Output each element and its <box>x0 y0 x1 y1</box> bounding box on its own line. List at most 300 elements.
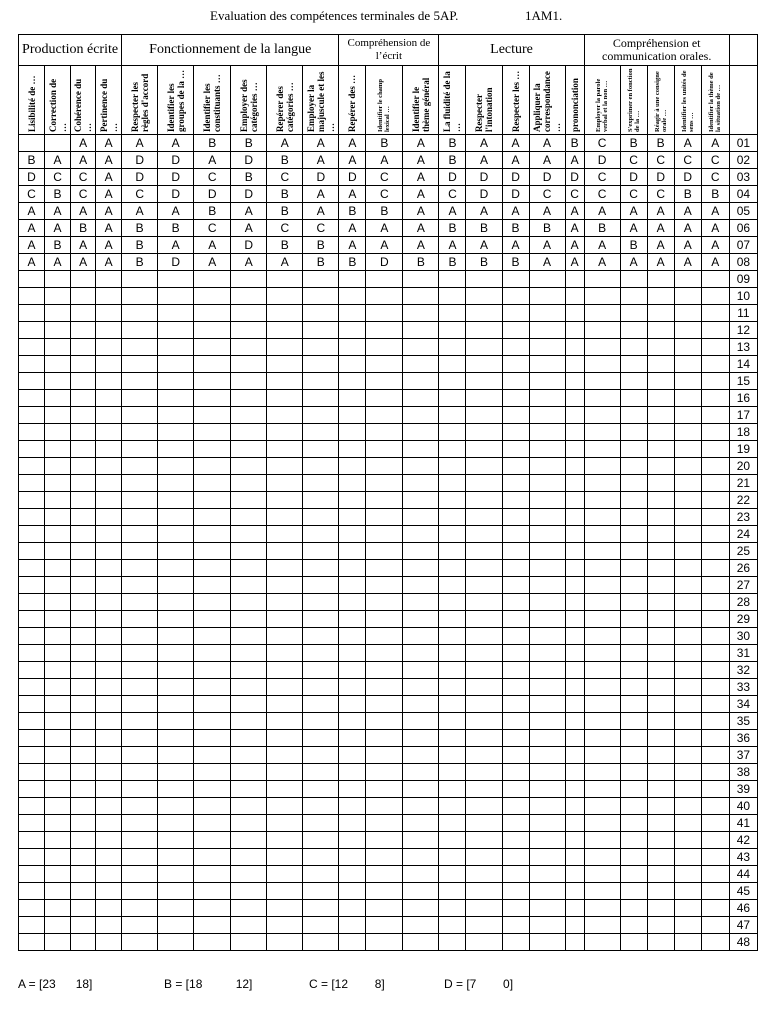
grade-cell <box>403 645 439 662</box>
grade-cell <box>158 798 194 815</box>
grade-cell <box>439 407 466 424</box>
grade-cell <box>96 696 122 713</box>
grade-cell <box>403 373 439 390</box>
grade-cell <box>45 781 71 798</box>
grade-cell <box>71 305 96 322</box>
grade-cell: B <box>303 237 339 254</box>
grade-cell <box>231 866 267 883</box>
grade-cell <box>466 475 502 492</box>
grade-cell <box>19 390 45 407</box>
grade-cell <box>620 288 647 305</box>
grade-cell: B <box>45 237 71 254</box>
grade-cell <box>366 645 403 662</box>
grade-cell <box>158 492 194 509</box>
grade-cell: A <box>122 203 158 220</box>
grade-cell <box>303 883 339 900</box>
grade-cell <box>502 781 529 798</box>
grade-cell <box>96 747 122 764</box>
grade-cell <box>565 305 584 322</box>
grade-cell <box>674 492 701 509</box>
grade-cell <box>584 492 620 509</box>
grade-cell: A <box>45 254 71 271</box>
grade-cell <box>565 934 584 951</box>
grade-cell <box>529 747 565 764</box>
grade-cell <box>466 526 502 543</box>
grade-cell <box>231 815 267 832</box>
grade-cell <box>231 458 267 475</box>
grade-cell <box>701 407 729 424</box>
student-number: 04 <box>729 186 757 203</box>
grade-cell <box>303 815 339 832</box>
grade-cell: D <box>303 169 339 186</box>
grade-cell <box>194 730 231 747</box>
grade-cell: A <box>267 135 303 152</box>
grade-cell <box>158 390 194 407</box>
student-number: 32 <box>729 662 757 679</box>
grade-cell <box>466 543 502 560</box>
grade-cell: D <box>158 254 194 271</box>
grade-cell: A <box>158 237 194 254</box>
grade-cell <box>502 798 529 815</box>
grade-cell <box>19 815 45 832</box>
grade-cell: A <box>502 237 529 254</box>
grade-cell <box>194 764 231 781</box>
grade-cell <box>45 288 71 305</box>
grade-cell: D <box>584 152 620 169</box>
grade-cell: C <box>366 169 403 186</box>
grade-cell <box>122 407 158 424</box>
grade-cell <box>674 866 701 883</box>
grade-cell <box>71 441 96 458</box>
grade-cell <box>19 713 45 730</box>
grade-cell <box>231 900 267 917</box>
grade-cell <box>267 339 303 356</box>
grade-cell <box>339 441 366 458</box>
grade-cell <box>366 441 403 458</box>
grade-cell <box>701 679 729 696</box>
grade-cell <box>339 866 366 883</box>
grade-cell <box>339 424 366 441</box>
grade-cell <box>45 594 71 611</box>
grade-cell <box>339 832 366 849</box>
grade-cell <box>122 594 158 611</box>
grade-cell <box>19 883 45 900</box>
grade-cell <box>584 560 620 577</box>
grade-cell <box>45 679 71 696</box>
grade-cell <box>674 339 701 356</box>
grade-cell: B <box>584 220 620 237</box>
table-row <box>19 713 758 730</box>
grade-cell <box>439 611 466 628</box>
grade-cell <box>674 356 701 373</box>
grade-cell <box>339 509 366 526</box>
grade-cell <box>403 815 439 832</box>
grade-cell <box>194 900 231 917</box>
grade-cell <box>45 305 71 322</box>
grade-cell: A <box>19 237 45 254</box>
grade-cell: A <box>71 203 96 220</box>
table-row <box>19 781 758 798</box>
student-number: 01 <box>729 135 757 152</box>
grade-cell <box>701 373 729 390</box>
grade-cell <box>620 390 647 407</box>
table-row <box>19 322 758 339</box>
criterion-header <box>701 66 729 135</box>
grade-cell: A <box>339 220 366 237</box>
grade-cell <box>565 526 584 543</box>
grade-cell <box>584 934 620 951</box>
grade-cell <box>267 271 303 288</box>
grade-cell: B <box>366 203 403 220</box>
grade-cell <box>620 543 647 560</box>
grade-cell <box>502 424 529 441</box>
grade-cell <box>403 288 439 305</box>
grade-cell: A <box>19 220 45 237</box>
grade-cell: C <box>303 220 339 237</box>
grade-cell: A <box>674 220 701 237</box>
grade-cell <box>231 662 267 679</box>
criterion-header <box>71 66 96 135</box>
grade-cell: B <box>45 186 71 203</box>
grade-cell <box>584 288 620 305</box>
grade-cell <box>647 713 674 730</box>
grade-cell <box>701 390 729 407</box>
grade-cell <box>71 730 96 747</box>
grade-cell <box>303 645 339 662</box>
grade-cell <box>303 934 339 951</box>
table-row <box>19 475 758 492</box>
grade-cell <box>674 849 701 866</box>
table-row <box>19 152 758 169</box>
grade-cell <box>71 373 96 390</box>
grade-cell <box>339 492 366 509</box>
grade-cell <box>403 764 439 781</box>
grade-cell <box>439 305 466 322</box>
grade-cell <box>339 390 366 407</box>
criterion-label: Respecter les règles d'accord <box>129 73 150 132</box>
grade-cell <box>194 509 231 526</box>
grade-cell <box>231 594 267 611</box>
criterion-header <box>674 66 701 135</box>
grade-cell <box>231 764 267 781</box>
grade-cell <box>122 543 158 560</box>
table-row <box>19 356 758 373</box>
grade-cell: A <box>502 135 529 152</box>
grade-cell <box>565 339 584 356</box>
grade-cell <box>71 594 96 611</box>
grade-cell <box>466 628 502 645</box>
grade-cell: A <box>647 237 674 254</box>
grade-cell <box>231 271 267 288</box>
grade-cell <box>565 594 584 611</box>
grade-cell <box>366 713 403 730</box>
criterion-label: La fluidité de la … <box>442 71 463 132</box>
grade-cell <box>339 560 366 577</box>
grade-cell <box>303 679 339 696</box>
grade-cell <box>466 764 502 781</box>
grade-cell <box>45 713 71 730</box>
grade-cell <box>71 849 96 866</box>
grade-cell <box>267 475 303 492</box>
grade-cell <box>701 900 729 917</box>
grade-cell: A <box>529 254 565 271</box>
grade-cell <box>303 543 339 560</box>
grade-cell <box>303 526 339 543</box>
grade-cell <box>194 356 231 373</box>
grade-cell <box>403 322 439 339</box>
grade-cell <box>267 441 303 458</box>
grade-cell <box>158 577 194 594</box>
grade-cell <box>529 696 565 713</box>
student-number: 25 <box>729 543 757 560</box>
grade-cell <box>620 322 647 339</box>
grade-cell <box>45 407 71 424</box>
grade-cell <box>303 628 339 645</box>
grade-cell <box>466 458 502 475</box>
grade-cell <box>674 526 701 543</box>
grade-cell: A <box>584 254 620 271</box>
grade-cell <box>19 611 45 628</box>
grade-cell <box>96 288 122 305</box>
grade-cell <box>45 764 71 781</box>
criterion-label: Employer la parole verbal et la non … <box>595 78 610 132</box>
grade-cell <box>96 492 122 509</box>
grade-cell: A <box>701 135 729 152</box>
grade-cell <box>647 441 674 458</box>
grade-cell: C <box>647 152 674 169</box>
grade-cell <box>529 815 565 832</box>
grade-cell <box>403 781 439 798</box>
grade-cell <box>267 509 303 526</box>
grade-cell <box>366 305 403 322</box>
table-row <box>19 730 758 747</box>
grade-cell <box>439 866 466 883</box>
table-row <box>19 832 758 849</box>
grade-cell: A <box>303 135 339 152</box>
grade-cell <box>466 798 502 815</box>
criterion-header <box>403 66 439 135</box>
grade-cell <box>529 390 565 407</box>
grade-cell <box>674 305 701 322</box>
grade-cell <box>96 407 122 424</box>
table-row <box>19 203 758 220</box>
grade-cell <box>403 577 439 594</box>
table-row <box>19 509 758 526</box>
grade-cell <box>96 645 122 662</box>
grade-cell <box>466 390 502 407</box>
grade-cell <box>231 628 267 645</box>
grade-cell: A <box>565 152 584 169</box>
grade-cell: B <box>231 169 267 186</box>
student-number: 18 <box>729 424 757 441</box>
grade-cell <box>620 492 647 509</box>
grade-cell: B <box>122 220 158 237</box>
grade-cell <box>584 747 620 764</box>
grade-cell <box>502 628 529 645</box>
grade-cell: D <box>366 254 403 271</box>
grade-cell <box>267 628 303 645</box>
grade-cell <box>339 271 366 288</box>
grade-cell <box>267 560 303 577</box>
grade-cell: C <box>529 186 565 203</box>
grade-cell <box>584 645 620 662</box>
grade-cell: B <box>194 203 231 220</box>
grade-cell <box>647 849 674 866</box>
grade-cell <box>674 917 701 934</box>
grade-cell <box>122 849 158 866</box>
grade-cell <box>701 526 729 543</box>
grade-cell <box>502 611 529 628</box>
grade-cell <box>96 900 122 917</box>
grade-cell <box>439 849 466 866</box>
grade-cell <box>96 356 122 373</box>
legend-a: A = [23 18] <box>18 977 93 991</box>
grade-cell <box>71 628 96 645</box>
grade-cell: A <box>96 237 122 254</box>
student-number: 46 <box>729 900 757 917</box>
grade-cell <box>620 509 647 526</box>
student-number: 09 <box>729 271 757 288</box>
grade-cell <box>194 696 231 713</box>
grade-cell <box>366 815 403 832</box>
grade-cell <box>701 543 729 560</box>
table-row <box>19 407 758 424</box>
grade-cell <box>339 696 366 713</box>
table-row <box>19 135 758 152</box>
grade-cell <box>403 730 439 747</box>
student-number: 02 <box>729 152 757 169</box>
grade-cell <box>439 509 466 526</box>
grade-cell: A <box>45 152 71 169</box>
grade-cell <box>158 747 194 764</box>
student-number: 34 <box>729 696 757 713</box>
table-row <box>19 798 758 815</box>
grade-cell <box>194 815 231 832</box>
grade-cell <box>502 526 529 543</box>
table-row <box>19 169 758 186</box>
grade-cell <box>647 305 674 322</box>
grade-cell <box>366 781 403 798</box>
grade-cell <box>71 611 96 628</box>
grade-cell <box>620 934 647 951</box>
criterion-label: Repérer des … <box>347 74 358 132</box>
grade-cell <box>584 458 620 475</box>
student-number: 36 <box>729 730 757 747</box>
grade-cell <box>674 781 701 798</box>
grade-cell <box>231 526 267 543</box>
grade-cell <box>529 883 565 900</box>
grade-cell: A <box>674 254 701 271</box>
grade-cell <box>96 339 122 356</box>
student-number: 19 <box>729 441 757 458</box>
table-row <box>19 254 758 271</box>
grade-cell: A <box>231 254 267 271</box>
grade-cell <box>466 407 502 424</box>
grade-cell <box>122 747 158 764</box>
grade-cell <box>122 390 158 407</box>
grade-cell <box>366 594 403 611</box>
grade-cell <box>122 934 158 951</box>
grade-cell: B <box>339 203 366 220</box>
document-title: Evaluation des compétences terminales de 5AP. <box>210 8 459 23</box>
grade-cell <box>565 713 584 730</box>
grade-cell <box>158 305 194 322</box>
grade-cell <box>366 407 403 424</box>
grade-cell <box>620 832 647 849</box>
grade-cell <box>231 492 267 509</box>
grade-cell <box>19 475 45 492</box>
grade-cell <box>267 526 303 543</box>
grade-cell: B <box>122 254 158 271</box>
table-row <box>19 866 758 883</box>
grade-cell <box>267 390 303 407</box>
grade-cell <box>439 917 466 934</box>
grade-cell <box>674 390 701 407</box>
grade-cell <box>231 577 267 594</box>
grade-cell <box>502 662 529 679</box>
grade-cell <box>71 390 96 407</box>
grade-cell <box>701 934 729 951</box>
grade-cell <box>158 730 194 747</box>
table-row <box>19 679 758 696</box>
table-row <box>19 628 758 645</box>
grade-cell <box>19 934 45 951</box>
grade-cell <box>231 543 267 560</box>
student-number: 22 <box>729 492 757 509</box>
grade-cell <box>529 934 565 951</box>
grade-cell: D <box>529 169 565 186</box>
grade-cell: B <box>194 135 231 152</box>
grade-cell <box>647 271 674 288</box>
grade-cell <box>366 849 403 866</box>
grade-cell <box>584 577 620 594</box>
grade-cell <box>647 322 674 339</box>
student-number: 47 <box>729 917 757 934</box>
grade-cell <box>502 288 529 305</box>
grade-cell: C <box>584 169 620 186</box>
grade-cell <box>366 322 403 339</box>
grade-cell <box>674 832 701 849</box>
grade-cell <box>647 594 674 611</box>
table-row <box>19 764 758 781</box>
grade-cell <box>647 611 674 628</box>
grade-cell <box>96 798 122 815</box>
grade-cell <box>122 815 158 832</box>
grade-cell <box>194 492 231 509</box>
table-row <box>19 560 758 577</box>
grade-cell <box>158 356 194 373</box>
grade-cell <box>194 934 231 951</box>
grade-cell <box>403 866 439 883</box>
grade-cell <box>403 934 439 951</box>
grade-cell <box>502 747 529 764</box>
grade-cell <box>96 917 122 934</box>
grade-cell <box>19 458 45 475</box>
grade-cell <box>339 628 366 645</box>
grade-cell: A <box>303 186 339 203</box>
grade-cell: D <box>158 169 194 186</box>
grade-cell <box>466 322 502 339</box>
grade-cell: A <box>339 152 366 169</box>
grade-cell <box>701 781 729 798</box>
grade-cell <box>647 628 674 645</box>
grade-cell <box>122 424 158 441</box>
grade-cell <box>267 866 303 883</box>
grade-cell <box>466 713 502 730</box>
grade-cell <box>267 679 303 696</box>
grade-cell <box>122 458 158 475</box>
grade-cell <box>122 475 158 492</box>
